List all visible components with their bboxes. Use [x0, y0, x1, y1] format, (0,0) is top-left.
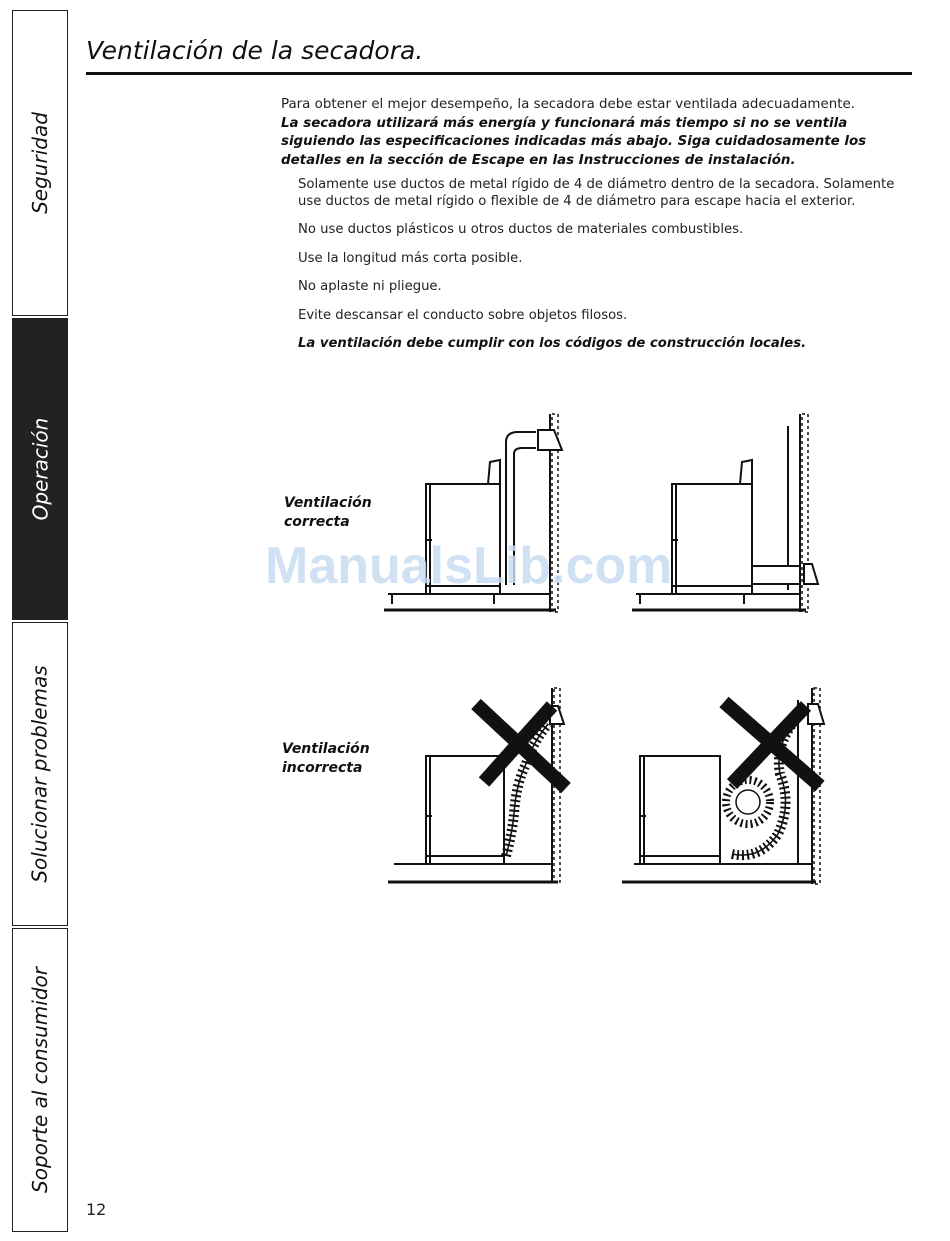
list-item: Solamente use ductos de metal rígido de 4 de diámetro dentro de la secadora. Solamente use ductos de metal rígido o flexible de 4 de diámetro para escape hacia el exterior.: [298, 177, 895, 209]
intro-normal-text: Para obtener el mejor desempeño, la secadora debe estar ventilada adecuadamente.: [281, 97, 855, 112]
caption-correct-venting: [284, 494, 372, 532]
list-item: No use ductos plásticos u otros ductos de materiales combustibles.: [298, 222, 744, 237]
diagram-incorrect-coiled: [620, 684, 830, 889]
caption-incorrect-line2: incorrecta: [282, 760, 363, 776]
list-item: No aplaste ni pliegue.: [298, 279, 442, 294]
list-item: Use la longitud más corta posible.: [298, 250, 523, 266]
list-item: Evite descansar el conducto sobre objetos filosos.: [298, 307, 628, 323]
tab-solucionar-problemas[interactable]: [12, 622, 68, 926]
tab-operacion[interactable]: [12, 318, 68, 620]
title-rule: [86, 72, 912, 75]
diagram-incorrect-crushed: [386, 684, 576, 889]
tab-operacion-label: Operación: [28, 417, 52, 521]
caption-correct-line2: correcta: [284, 514, 350, 530]
tab-solucionar-problemas-label: Solucionar problemas: [28, 665, 52, 883]
tab-soporte-al-consumidor[interactable]: [12, 928, 68, 1232]
caption-incorrect-line1: Ventilación: [282, 741, 370, 757]
page-title: Ventilación de la secadora.: [86, 36, 424, 65]
intro-bold-text: La secadora utilizará más energía y funcionará más tiempo si no se ventila siguiendo las especificaciones indicadas más abajo. Siga cuidadosamente los detalles en la sección de Escape en las Instrucciones de instalación.: [281, 115, 867, 168]
page-number: 12: [86, 1200, 107, 1219]
watermark: ManualsLib.com: [265, 537, 673, 595]
list-item: La ventilación debe cumplir con los códigos de construcción locales.: [298, 336, 807, 351]
caption-incorrect-venting: [282, 740, 370, 778]
tab-seguridad[interactable]: [12, 10, 68, 316]
tab-seguridad-label: Seguridad: [28, 112, 53, 214]
intro-paragraph: [281, 96, 906, 170]
tab-soporte-al-consumidor-label: Soporte al consumidor: [28, 967, 52, 1193]
caption-correct-line1: Ventilación: [284, 495, 372, 511]
vent-requirements-list: [298, 177, 898, 365]
